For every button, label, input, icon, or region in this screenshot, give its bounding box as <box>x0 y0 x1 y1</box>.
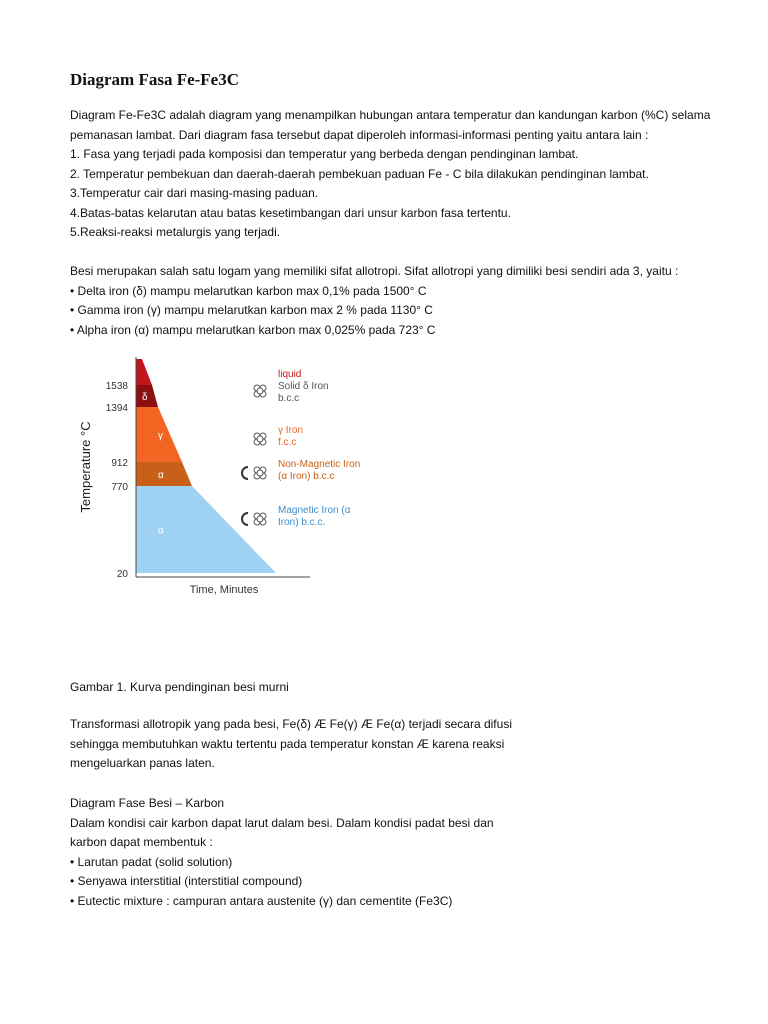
y-tick-label-912: 912 <box>111 458 128 469</box>
crystal-lattice-icon <box>257 470 263 476</box>
intro-line: 3.Temperatur cair dari masing-masing paduan. <box>70 186 319 200</box>
figure-caption: Gambar 1. Kurva pendinginan besi murni <box>70 680 289 694</box>
y-tick-label-770: 770 <box>111 482 128 493</box>
intro-paragraph <box>70 106 750 243</box>
fe-c-line: • Senyawa interstitial (interstitial compound) <box>70 874 303 888</box>
legend-line: b.c.c <box>278 393 300 404</box>
legend-line: γ Iron <box>278 425 304 436</box>
legend-line: Iron) b.c.c. <box>278 517 326 528</box>
allotropy-line: • Alpha iron (α) mampu melarutkan karbon max 0,025% pada 723° C <box>70 322 436 337</box>
cooling-curve-chart <box>70 355 400 600</box>
crystal-lattice-icon <box>257 436 263 442</box>
y-tick-label-1394: 1394 <box>105 403 128 414</box>
legend-line: Non-Magnetic Iron <box>278 459 361 470</box>
fe-c-line: • Eutectic mixture : campuran antara austenite (γ) dan cementite (Fe3C) <box>70 893 453 908</box>
region-alpha-nonmagnetic <box>136 462 192 486</box>
allotropy-line: • Gamma iron (γ) mampu melarutkan karbon max 2 % pada 1130° C <box>70 303 433 317</box>
y-axis-title: Temperature °C <box>78 421 93 513</box>
intro-line: 2. Temperatur pembekuan dan daerah-daerah pembekuan paduan Fe - C bila dilakukan pendinginan lambat. <box>70 166 649 181</box>
intro-line: Diagram Fe-Fe3C adalah diagram yang menampilkan hubungan antara temperatur dan kandungan karbon (%C) selama <box>70 108 711 122</box>
legend-line: Solid δ Iron <box>278 381 329 392</box>
transform-paragraph <box>70 715 750 774</box>
allotropy-paragraph <box>70 262 750 340</box>
region-liquid <box>136 359 152 385</box>
region-label-alpha-nonmagnetic: α <box>158 470 164 481</box>
region-alpha-magnetic <box>136 486 276 573</box>
legend-line: f.c.c <box>278 437 297 448</box>
intro-line: 4.Batas-batas kelarutan atau batas kesetimbangan dari unsur karbon fasa tertentu. <box>70 205 511 220</box>
allotropy-line: • Delta iron (δ) mampu melarutkan karbon max 0,1% pada 1500° C <box>70 283 427 298</box>
transform-line: sehingga membutuhkan waktu tertentu pada temperatur konstan Æ karena reaksi <box>70 736 505 751</box>
magnet-icon <box>242 467 248 479</box>
intro-line: 1. Fasa yang terjadi pada komposisi dan temperatur yang berbeda dengan pendinginan lambat. <box>70 147 579 161</box>
intro-line: pemanasan lambat. Dari diagram fasa tersebut dapat diperoleh informasi-informasi penting yaitu antara lain : <box>70 127 649 142</box>
allotropy-line: Besi merupakan salah satu logam yang memiliki sifat allotropi. Sifat allotropi yang dimiliki besi sendiri ada 3, yaitu : <box>70 264 679 278</box>
cooling-curve-figure <box>70 355 400 600</box>
fe-c-line: Diagram Fase Besi – Karbon <box>70 796 225 810</box>
region-label-delta: δ <box>142 392 148 403</box>
page-title: Diagram Fasa Fe-Fe3C <box>70 70 240 89</box>
transform-line: mengeluarkan panas laten. <box>70 756 215 770</box>
fe-c-paragraph <box>70 794 750 911</box>
legend-line: liquid <box>278 369 302 380</box>
transform-line: Transformasi allotropik yang pada besi, Fe(δ) Æ Fe(γ) Æ Fe(α) terjadi secara difusi <box>70 717 512 731</box>
y-tick-label-20: 20 <box>116 569 128 580</box>
crystal-lattice-icon <box>257 388 263 394</box>
intro-line: 5.Reaksi-reaksi metalurgis yang terjadi. <box>70 225 281 239</box>
magnet-icon <box>242 513 248 525</box>
crystal-lattice-icon <box>257 516 263 522</box>
region-label-alpha-magnetic: α <box>158 525 164 537</box>
fe-c-line: karbon dapat membentuk : <box>70 835 213 849</box>
legend-line: Magnetic Iron (α <box>278 505 351 516</box>
x-axis-title: Time, Minutes <box>189 584 259 596</box>
legend-line: (α Iron) b.c.c <box>278 471 335 482</box>
y-tick-label-1538: 1538 <box>105 381 128 392</box>
region-label-gamma: γ <box>158 430 163 442</box>
fe-c-line: Dalam kondisi cair karbon dapat larut dalam besi. Dalam kondisi padat besi dan <box>70 815 494 830</box>
fe-c-line: • Larutan padat (solid solution) <box>70 854 233 869</box>
